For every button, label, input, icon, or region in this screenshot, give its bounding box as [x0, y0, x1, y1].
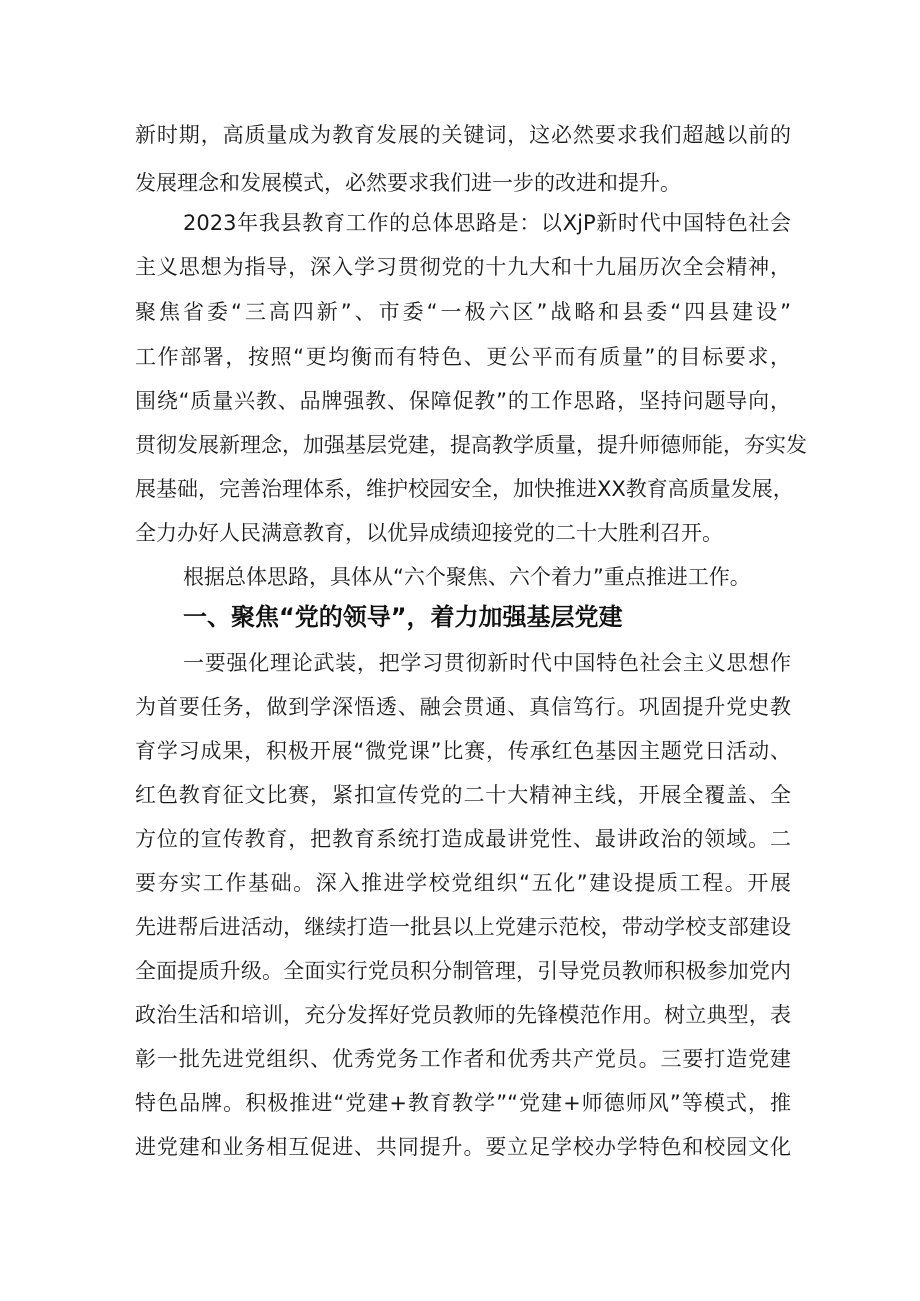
paragraph-line: 育学习成果，积极开展“微党课”比赛，传承红色基因主题党日活动、	[135, 739, 791, 763]
paragraph-line: 一要强化理论武装，把学习贯彻新时代中国特色社会主义思想作	[183, 651, 791, 675]
paragraph-line: 彰一批先进党组织、优秀党务工作者和优秀共产党员。三要打造党建	[135, 1047, 791, 1071]
paragraph-line: 全面提质升级。全面实行党员积分制管理，引导党员教师积极参加党内	[135, 959, 791, 983]
paragraph-line: 根据总体思路，具体从“六个聚焦、六个着力”重点推进工作。	[183, 565, 751, 589]
paragraph-line: 要夯实工作基础。深入推进学校党组织“五化”建设提质工程。开展	[135, 871, 791, 895]
section-heading: 一、聚焦“党的领导”，着力加强基层党建	[183, 603, 623, 631]
paragraph-line: 聚焦省委“三高四新”、市委“一极六区”战略和县委“四县建设”	[135, 300, 791, 324]
paragraph-line: 先进帮后进活动，继续打造一批县以上党建示范校，带动学校支部建设	[135, 915, 791, 939]
paragraph-line: 展基础，完善治理体系，维护校园安全，加快推进XX教育高质量发展，	[135, 477, 794, 501]
paragraph-line: 发展理念和发展模式，必然要求我们进一步的改进和提升。	[135, 171, 681, 195]
paragraph-line: 新时期，高质量成为教育发展的关键词，这必然要求我们超越以前的	[135, 123, 791, 147]
paragraph-line: 2023年我县教育工作的总体思路是：以XjP新时代中国特色社会	[183, 211, 791, 235]
paragraph-line: 围绕“质量兴教、品牌强教、保障促教”的工作思路，坚持问题导向，	[135, 389, 791, 413]
paragraph-line: 为首要任务，做到学深悟透、融会贯通、真信笃行。巩固提升党史教	[135, 695, 791, 719]
paragraph-line: 贯彻发展新理念，加强基层党建，提高教学质量，提升师德师能，夯实发	[135, 433, 807, 457]
paragraph-line: 特色品牌。积极推进“党建+教育教学”“党建+师德师风”等模式，推	[135, 1091, 791, 1115]
paragraph-line: 进党建和业务相互促进、共同提升。要立足学校办学特色和校园文化	[135, 1135, 791, 1159]
paragraph-line: 方位的宣传教育，把教育系统打造成最讲党性、最讲政治的领域。二	[135, 827, 791, 851]
paragraph-line: 全力办好人民满意教育，以优异成绩迎接党的二十大胜利召开。	[135, 521, 723, 545]
paragraph-line: 工作部署，按照“更均衡而有特色、更公平而有质量”的目标要求，	[135, 345, 791, 369]
paragraph-line: 红色教育征文比赛，紧扣宣传党的二十大精神主线，开展全覆盖、全	[135, 783, 791, 807]
paragraph-line: 主义思想为指导，深入学习贯彻党的十九大和十九届历次全会精神，	[135, 255, 791, 279]
paragraph-line: 政治生活和培训，充分发挥好党员教师的先锋模范作用。树立典型，表	[135, 1003, 791, 1027]
